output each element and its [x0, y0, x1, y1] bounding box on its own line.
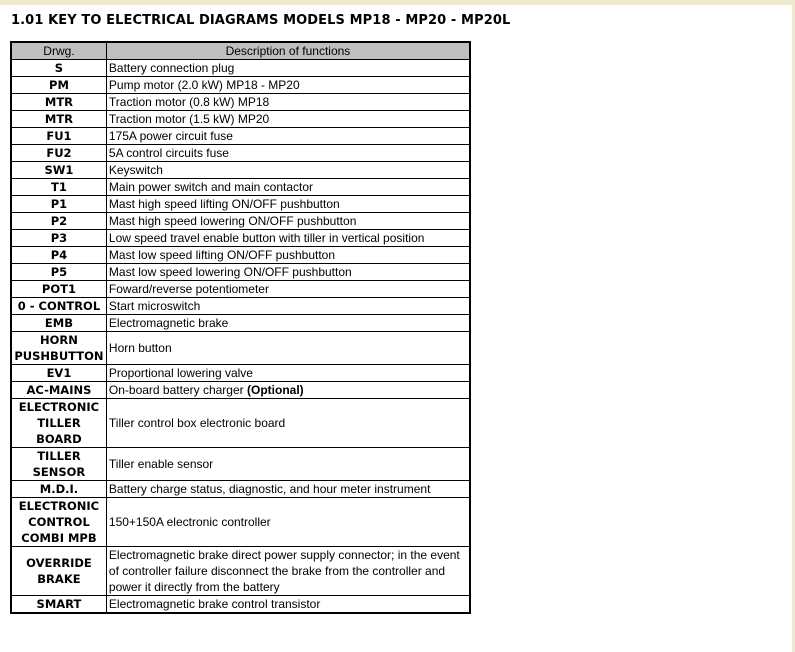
- table-row: [11, 77, 470, 94]
- table-row: [11, 382, 470, 399]
- table-row: [11, 264, 470, 281]
- table-row: [11, 60, 470, 77]
- table-row: [11, 281, 470, 298]
- function-description: Electromagnetic brake: [106, 315, 470, 332]
- drawing-code: SMART: [11, 596, 106, 614]
- table-row: [11, 498, 470, 547]
- function-description: Electromagnetic brake direct power supply connector; in the event of controller failure disconnect the brake from the controller and power it directly from the battery: [106, 547, 470, 596]
- function-description: [106, 382, 470, 399]
- drawing-code: FU1: [11, 128, 106, 145]
- table-row: [11, 145, 470, 162]
- drawing-code: T1: [11, 179, 106, 196]
- table-row: [11, 94, 470, 111]
- drawing-code: P3: [11, 230, 106, 247]
- drawing-code: P2: [11, 213, 106, 230]
- drawing-code: ELECTRONIC CONTROL COMBI MPB: [11, 498, 106, 547]
- function-description: Low speed travel enable button with tiller in vertical position: [106, 230, 470, 247]
- table-row: [11, 547, 470, 596]
- function-description: Battery connection plug: [106, 60, 470, 77]
- table-row: [11, 596, 470, 614]
- drawing-code: PM: [11, 77, 106, 94]
- drawing-code: 0 - CONTROL: [11, 298, 106, 315]
- function-description: Mast low speed lifting ON/OFF pushbutton: [106, 247, 470, 264]
- table-row: [11, 399, 470, 448]
- function-description: Mast low speed lowering ON/OFF pushbutton: [106, 264, 470, 281]
- drawing-code: EV1: [11, 365, 106, 382]
- drawing-code: AC-MAINS: [11, 382, 106, 399]
- drawing-code: POT1: [11, 281, 106, 298]
- table-row: [11, 298, 470, 315]
- function-description: Horn button: [106, 332, 470, 365]
- table-row: [11, 315, 470, 332]
- drawing-code: EMB: [11, 315, 106, 332]
- drawing-code: MTR: [11, 94, 106, 111]
- function-description: Proportional lowering valve: [106, 365, 470, 382]
- table-row: [11, 213, 470, 230]
- drawing-code: MTR: [11, 111, 106, 128]
- drawing-code: SW1: [11, 162, 106, 179]
- optional-label: (Optional): [247, 383, 304, 397]
- drawing-code: FU2: [11, 145, 106, 162]
- table-row: [11, 448, 470, 481]
- drawing-code: M.D.I.: [11, 481, 106, 498]
- table-row: [11, 111, 470, 128]
- drawing-code: P4: [11, 247, 106, 264]
- function-description: Traction motor (1.5 kW) MP20: [106, 111, 470, 128]
- column-header-drawing: Drwg.: [11, 42, 106, 60]
- table-row: [11, 230, 470, 247]
- section-title: 1.01 KEY TO ELECTRICAL DIAGRAMS MODELS MP18 - MP20 - MP20L: [11, 13, 511, 28]
- drawing-code: ELECTRONIC TILLER BOARD: [11, 399, 106, 448]
- function-description-text: On-board battery charger: [108, 383, 244, 397]
- table-row: [11, 365, 470, 382]
- function-description: Start microswitch: [106, 298, 470, 315]
- table-row: [11, 128, 470, 145]
- drawing-code: OVERRIDE BRAKE: [11, 547, 106, 596]
- column-header-description: Description of functions: [106, 42, 470, 60]
- function-description: Pump motor (2.0 kW) MP18 - MP20: [106, 77, 470, 94]
- function-description: 175A power circuit fuse: [106, 128, 470, 145]
- top-border-strip: [0, 0, 795, 5]
- function-description: Keyswitch: [106, 162, 470, 179]
- table-row: [11, 179, 470, 196]
- function-description: Battery charge status, diagnostic, and hour meter instrument: [106, 481, 470, 498]
- function-description: Tiller enable sensor: [106, 448, 470, 481]
- table-body: [11, 60, 470, 614]
- function-description: Electromagnetic brake control transistor: [106, 596, 470, 614]
- table-row: [11, 332, 470, 365]
- drawing-code: HORN PUSHBUTTON: [11, 332, 106, 365]
- function-description: Foward/reverse potentiometer: [106, 281, 470, 298]
- function-description: Tiller control box electronic board: [106, 399, 470, 448]
- function-description: 150+150A electronic controller: [106, 498, 470, 547]
- table-row: [11, 481, 470, 498]
- drawing-code: TILLER SENSOR: [11, 448, 106, 481]
- function-description: Mast high speed lifting ON/OFF pushbutton: [106, 196, 470, 213]
- drawing-code: P1: [11, 196, 106, 213]
- table-row: [11, 196, 470, 213]
- table-header-row: [11, 42, 470, 60]
- electrical-key-table: [10, 41, 471, 614]
- drawing-code: S: [11, 60, 106, 77]
- table-row: [11, 162, 470, 179]
- table-row: [11, 247, 470, 264]
- function-description: 5A control circuits fuse: [106, 145, 470, 162]
- drawing-code: P5: [11, 264, 106, 281]
- function-description: Traction motor (0.8 kW) MP18: [106, 94, 470, 111]
- function-description: Main power switch and main contactor: [106, 179, 470, 196]
- function-description: Mast high speed lowering ON/OFF pushbutton: [106, 213, 470, 230]
